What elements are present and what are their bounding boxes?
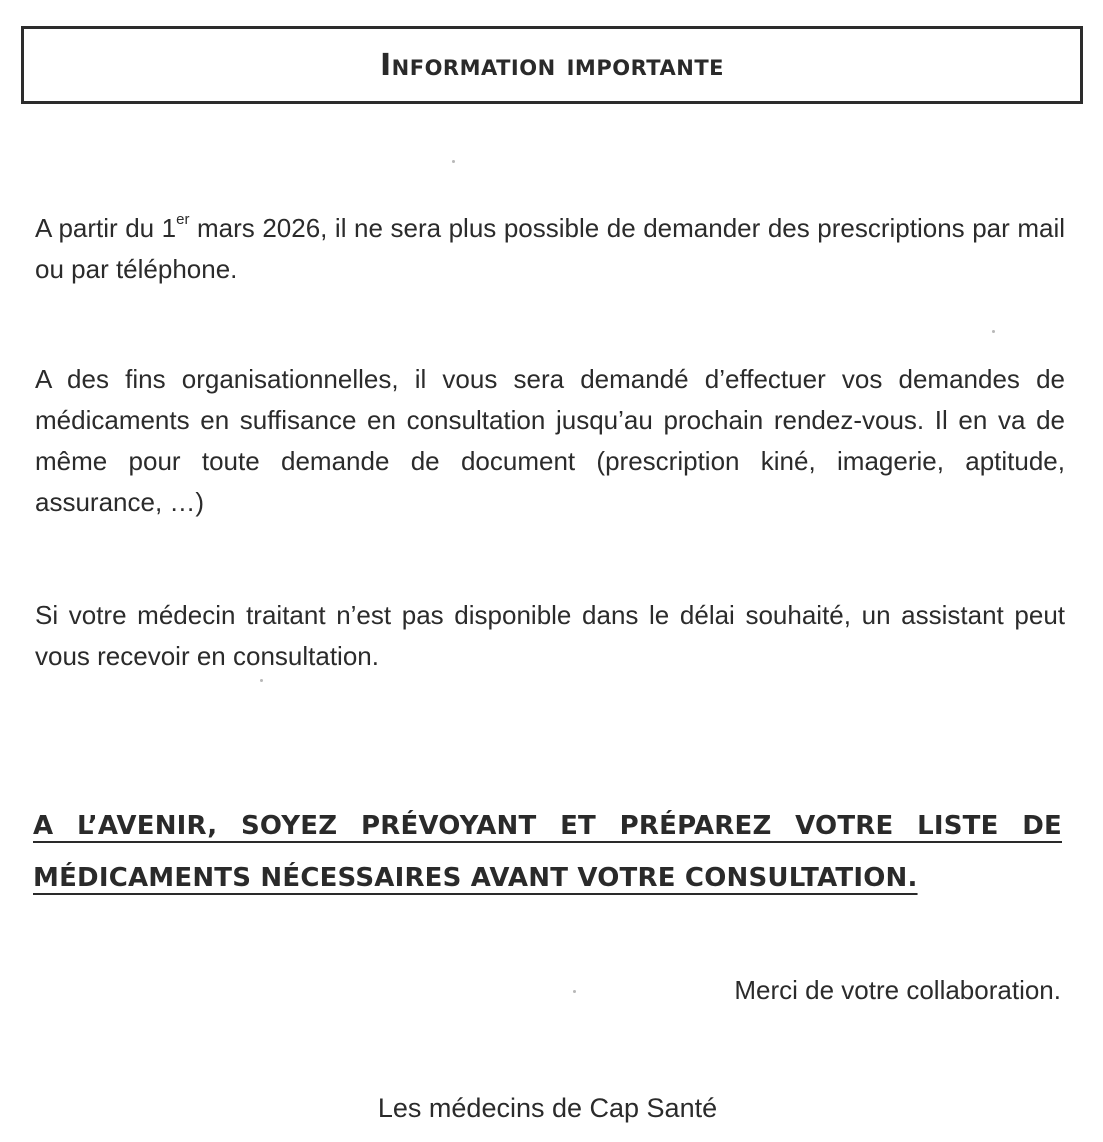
signature-text: Les médecins de Cap Santé: [377, 1093, 718, 1123]
paragraph-1-end: mars 2026, il ne sera plus possible de demander des prescriptions par mail ou par téléphone.: [35, 213, 1065, 284]
title-box: [21, 26, 1083, 104]
paragraph-organisation: A des fins organisationnelles, il vous sera demandé d’effectuer vos demandes de médicaments en suffisance en consultation jusqu’au prochain rendez-vous. Il en va de même pour toute demande de document (prescription kiné, imagerie, aptitude, assurance, …): [35, 364, 1065, 517]
paragraph-prescription-change: [35, 208, 1065, 290]
page-title: Information importante: [379, 47, 724, 83]
ordinal-superscript: er: [176, 211, 190, 229]
scan-speck: [573, 990, 576, 993]
paragraph-assistant: Si votre médecin traitant n’est pas disponible dans le délai souhaité, un assistant peut vous recevoir en consultation.: [35, 600, 1065, 671]
scan-speck: [260, 679, 263, 682]
signature: [0, 1086, 1103, 1130]
scan-speck: [452, 160, 455, 163]
thanks-line: Merci de votre collaboration.: [734, 975, 1061, 1005]
scan-speck: [992, 330, 995, 333]
warning-notice: A L’AVENIR, SOYEZ PRÉVOYANT ET PRÉPAREZ VOTRE LISTE DE MÉDICAMENTS NÉCESSAIRES AVANT VOTRE CONSULTATION.: [33, 811, 1062, 893]
paragraph-1-start: A partir du 1: [35, 213, 177, 243]
